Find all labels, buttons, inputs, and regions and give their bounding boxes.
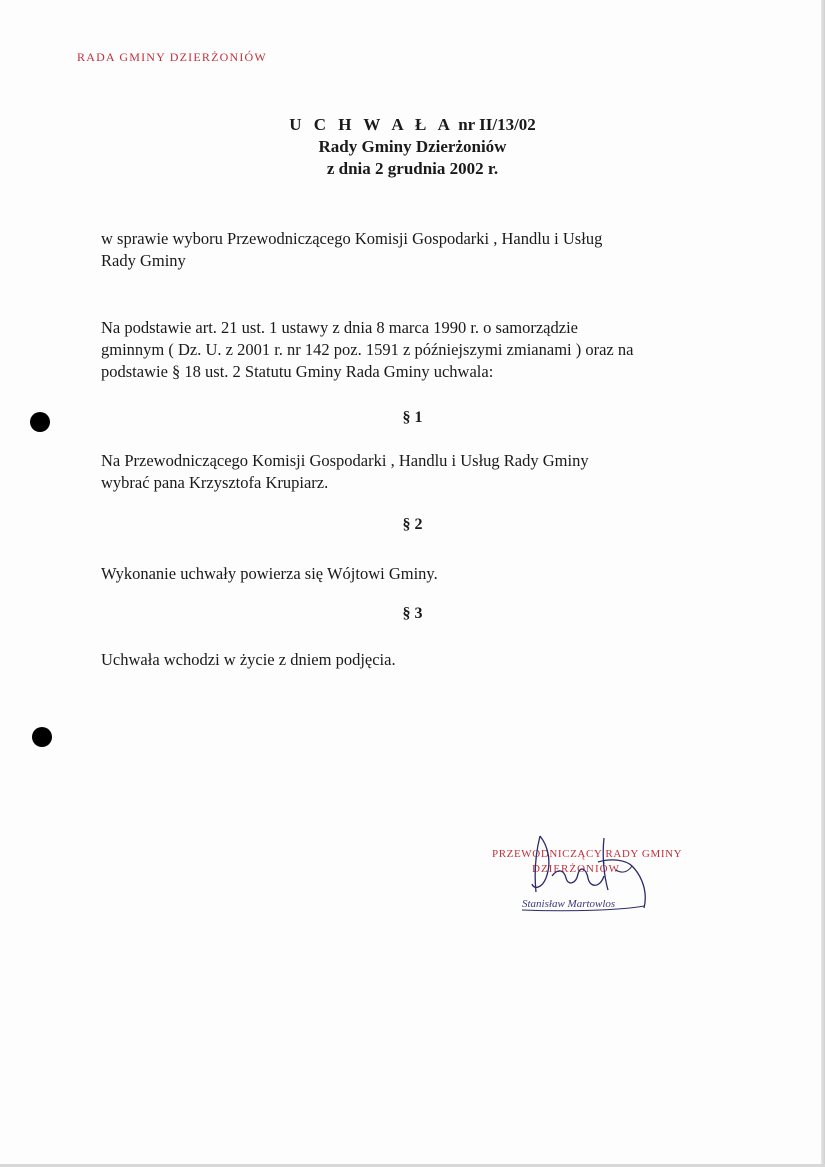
basis-line: gminnym ( Dz. U. z 2001 r. nr 142 poz. 1591 z późniejszymi zmianami ) oraz na [101,340,634,359]
council-header-stamp: RADA GMINY DZIERŻONIÓW [77,50,267,64]
handwritten-signature [492,832,692,922]
title-line-1 [0,114,825,136]
basis-line: podstawie § 18 ust. 2 Statutu Gminy Rada Gminy uchwala: [101,362,494,381]
section-1-line: wybrać pana Krzysztofa Krupiarz. [101,473,329,492]
section-1-text [101,450,721,494]
section-1-mark: § 1 [402,409,423,426]
section-2-mark: § 2 [402,516,423,533]
stamp-signatory-name: Stanisław Martowlos [522,898,616,910]
legal-basis [101,317,701,383]
resolution-subject [101,228,721,272]
section-3-text [101,649,721,671]
resolution-number: nr II/13/02 [458,115,536,134]
section-1-line: Na Przewodniczącego Komisji Gospodarki , Handlu i Usług Rady Gminy [101,451,589,470]
punch-hole-bottom [32,727,52,747]
section-2-text [101,563,721,585]
basis-line: Na podstawie art. 21 ust. 1 ustawy z dnia 8 marca 1990 r. o samorządzie [101,318,578,337]
title-date: z dnia 2 grudnia 2002 r. [326,159,499,178]
punch-hole-top [30,412,50,432]
stamp-place: DZIERŻONIÓW [532,863,620,875]
resolution-title [0,114,825,180]
title-word: U C H W A Ł A [289,115,454,134]
section-2-line: Wykonanie uchwały powierza się Wójtowi Gminy. [101,564,438,583]
subject-line: w sprawie wyboru Przewodniczącego Komisji Gospodarki , Handlu i Usług [101,229,603,248]
chairman-signature-stamp [492,832,692,922]
subject-line: Rady Gminy [101,251,186,270]
section-3-mark: § 3 [402,605,423,622]
stamp-chairman-title: PRZEWODNICZĄCY RADY GMINY [492,848,683,860]
section-3-line: Uchwała wchodzi w życie z dniem podjęcia. [101,650,396,669]
title-line-2: Rady Gminy Dzierżoniów [318,137,507,156]
